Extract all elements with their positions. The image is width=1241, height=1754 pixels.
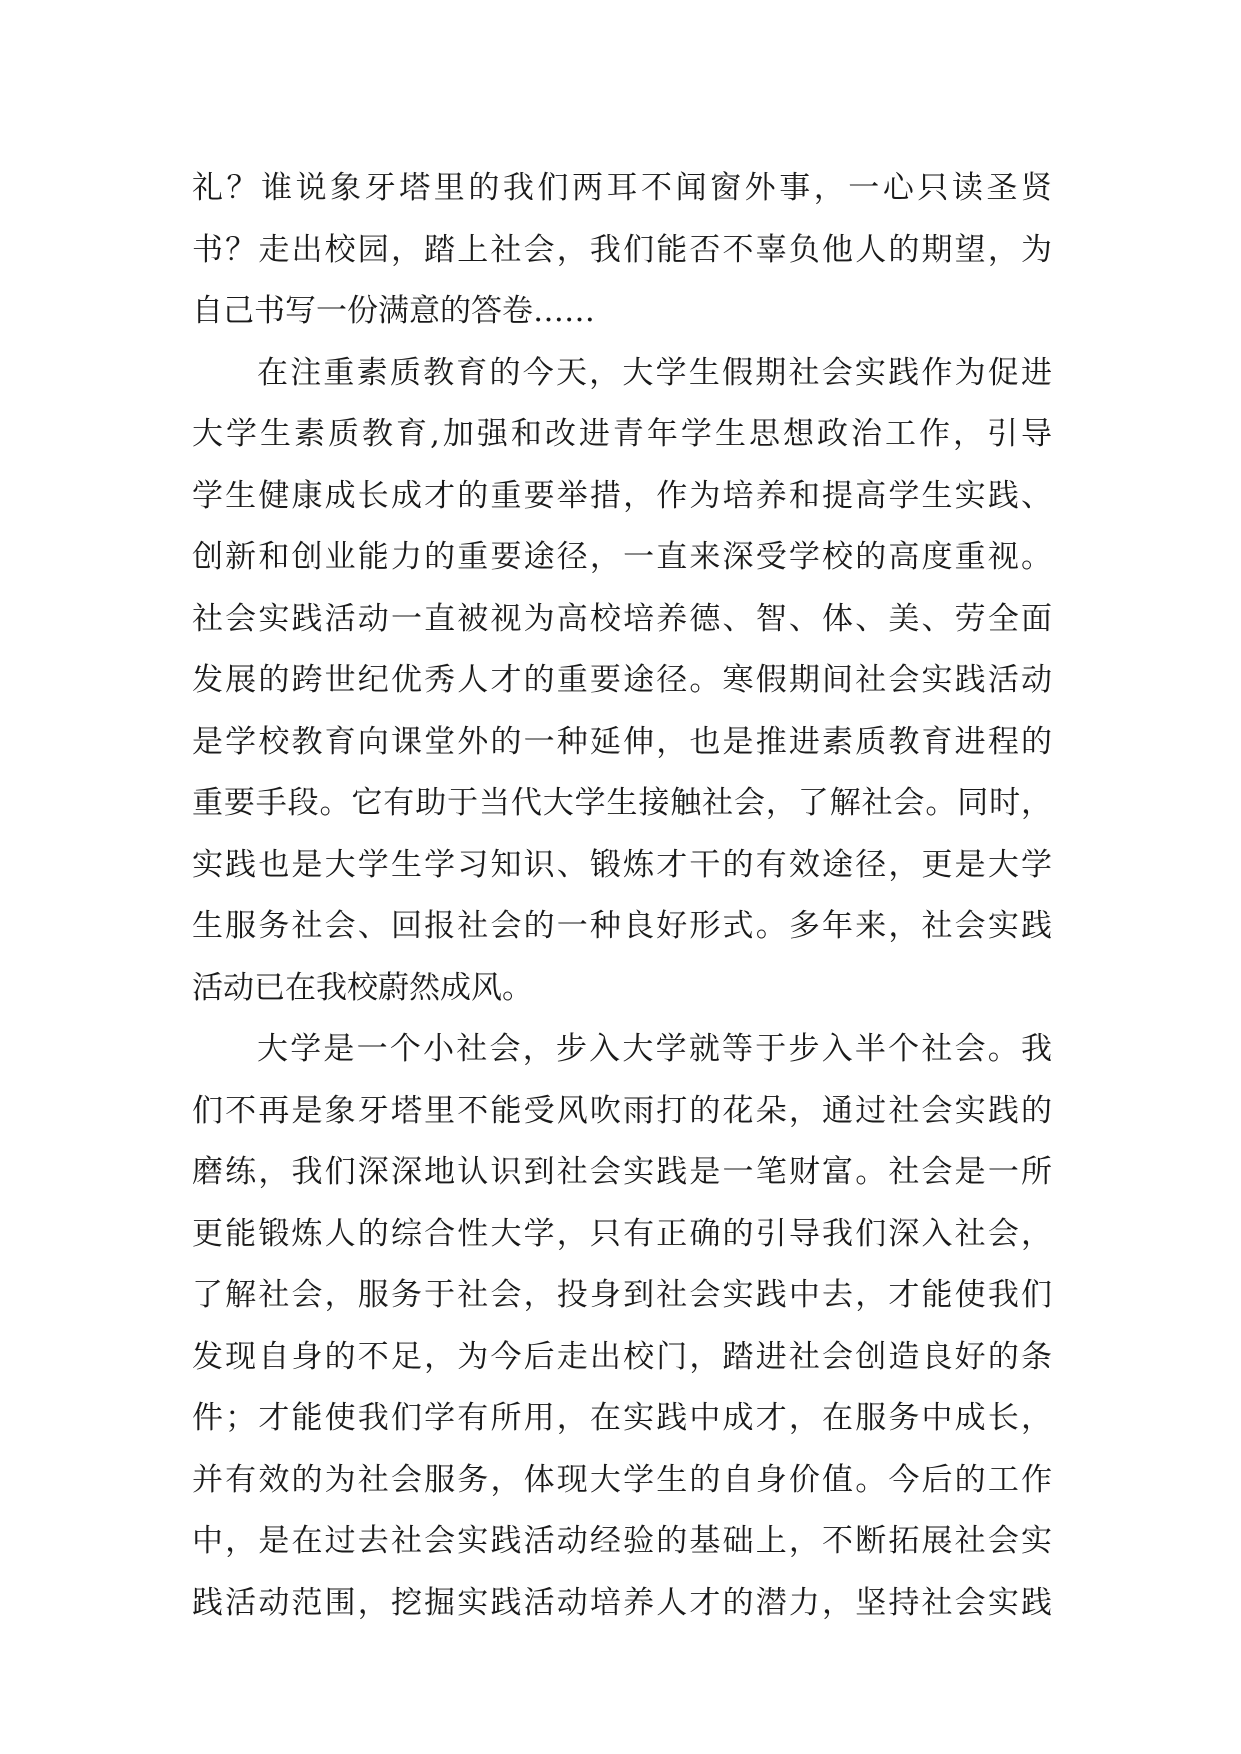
body-text xyxy=(192,158,1052,1634)
text-line: 创新和创业能力的重要途径，一直来深受学校的高度重视。 xyxy=(192,539,1052,575)
text-line: 们不再是象牙塔里不能受风吹雨打的花朵，通过社会实践的 xyxy=(192,1092,1052,1129)
text-line: 大学生素质教育,加强和改进青年学生思想政治工作，引导 xyxy=(192,416,1052,452)
text-line: 书？走出校园，踏上社会，我们能否不辜负他人的期望，为 xyxy=(192,231,1052,268)
text-line: 礼？谁说象牙塔里的我们两耳不闻窗外事，一心只读圣贤 xyxy=(192,170,1052,206)
text-line: 发现自身的不足，为今后走出校门，踏进社会创造良好的条 xyxy=(192,1338,1052,1375)
text-line: 社会实践活动一直被视为高校培养德、智、体、美、劳全面 xyxy=(192,600,1052,637)
text-line: 实践也是大学生学习知识、锻炼才干的有效途径，更是大学 xyxy=(192,846,1052,883)
text-line: 件；才能使我们学有所用，在实践中成才，在服务中成长， xyxy=(192,1400,1052,1436)
text-line: 学生健康成长成才的重要举措，作为培养和提高学生实践、 xyxy=(192,477,1052,514)
text-line: 自己书写一份满意的答卷…… xyxy=(192,293,595,329)
text-line: 活动已在我校蔚然成风。 xyxy=(192,969,533,1006)
text-line: 并有效的为社会服务，体现大学生的自身价值。今后的工作 xyxy=(192,1461,1052,1498)
text-line: 是学校教育向课堂外的一种延伸，也是推进素质教育进程的 xyxy=(192,723,1052,760)
text-line: 了解社会，服务于社会，投身到社会实践中去，才能使我们 xyxy=(192,1277,1052,1313)
text-line: 中，是在过去社会实践活动经验的基础上，不断拓展社会实 xyxy=(192,1523,1052,1559)
text-line: 磨练，我们深深地认识到社会实践是一笔财富。社会是一所 xyxy=(192,1154,1052,1190)
text-line: 生服务社会、回报社会的一种良好形式。多年来，社会实践 xyxy=(192,908,1052,944)
text-line: 更能锻炼人的综合性大学，只有正确的引导我们深入社会， xyxy=(192,1215,1052,1252)
text-line: 践活动范围，挖掘实践活动培养人才的潜力，坚持社会实践 xyxy=(192,1584,1052,1621)
text-line: 大学是一个小社会，步入大学就等于步入半个社会。我 xyxy=(257,1031,1052,1067)
text-line: 发展的跨世纪优秀人才的重要途径。寒假期间社会实践活动 xyxy=(192,662,1052,698)
text-line: 重要手段。它有助于当代大学生接触社会，了解社会。同时， xyxy=(192,785,1052,821)
text-line: 在注重素质教育的今天，大学生假期社会实践作为促进 xyxy=(257,354,1052,391)
